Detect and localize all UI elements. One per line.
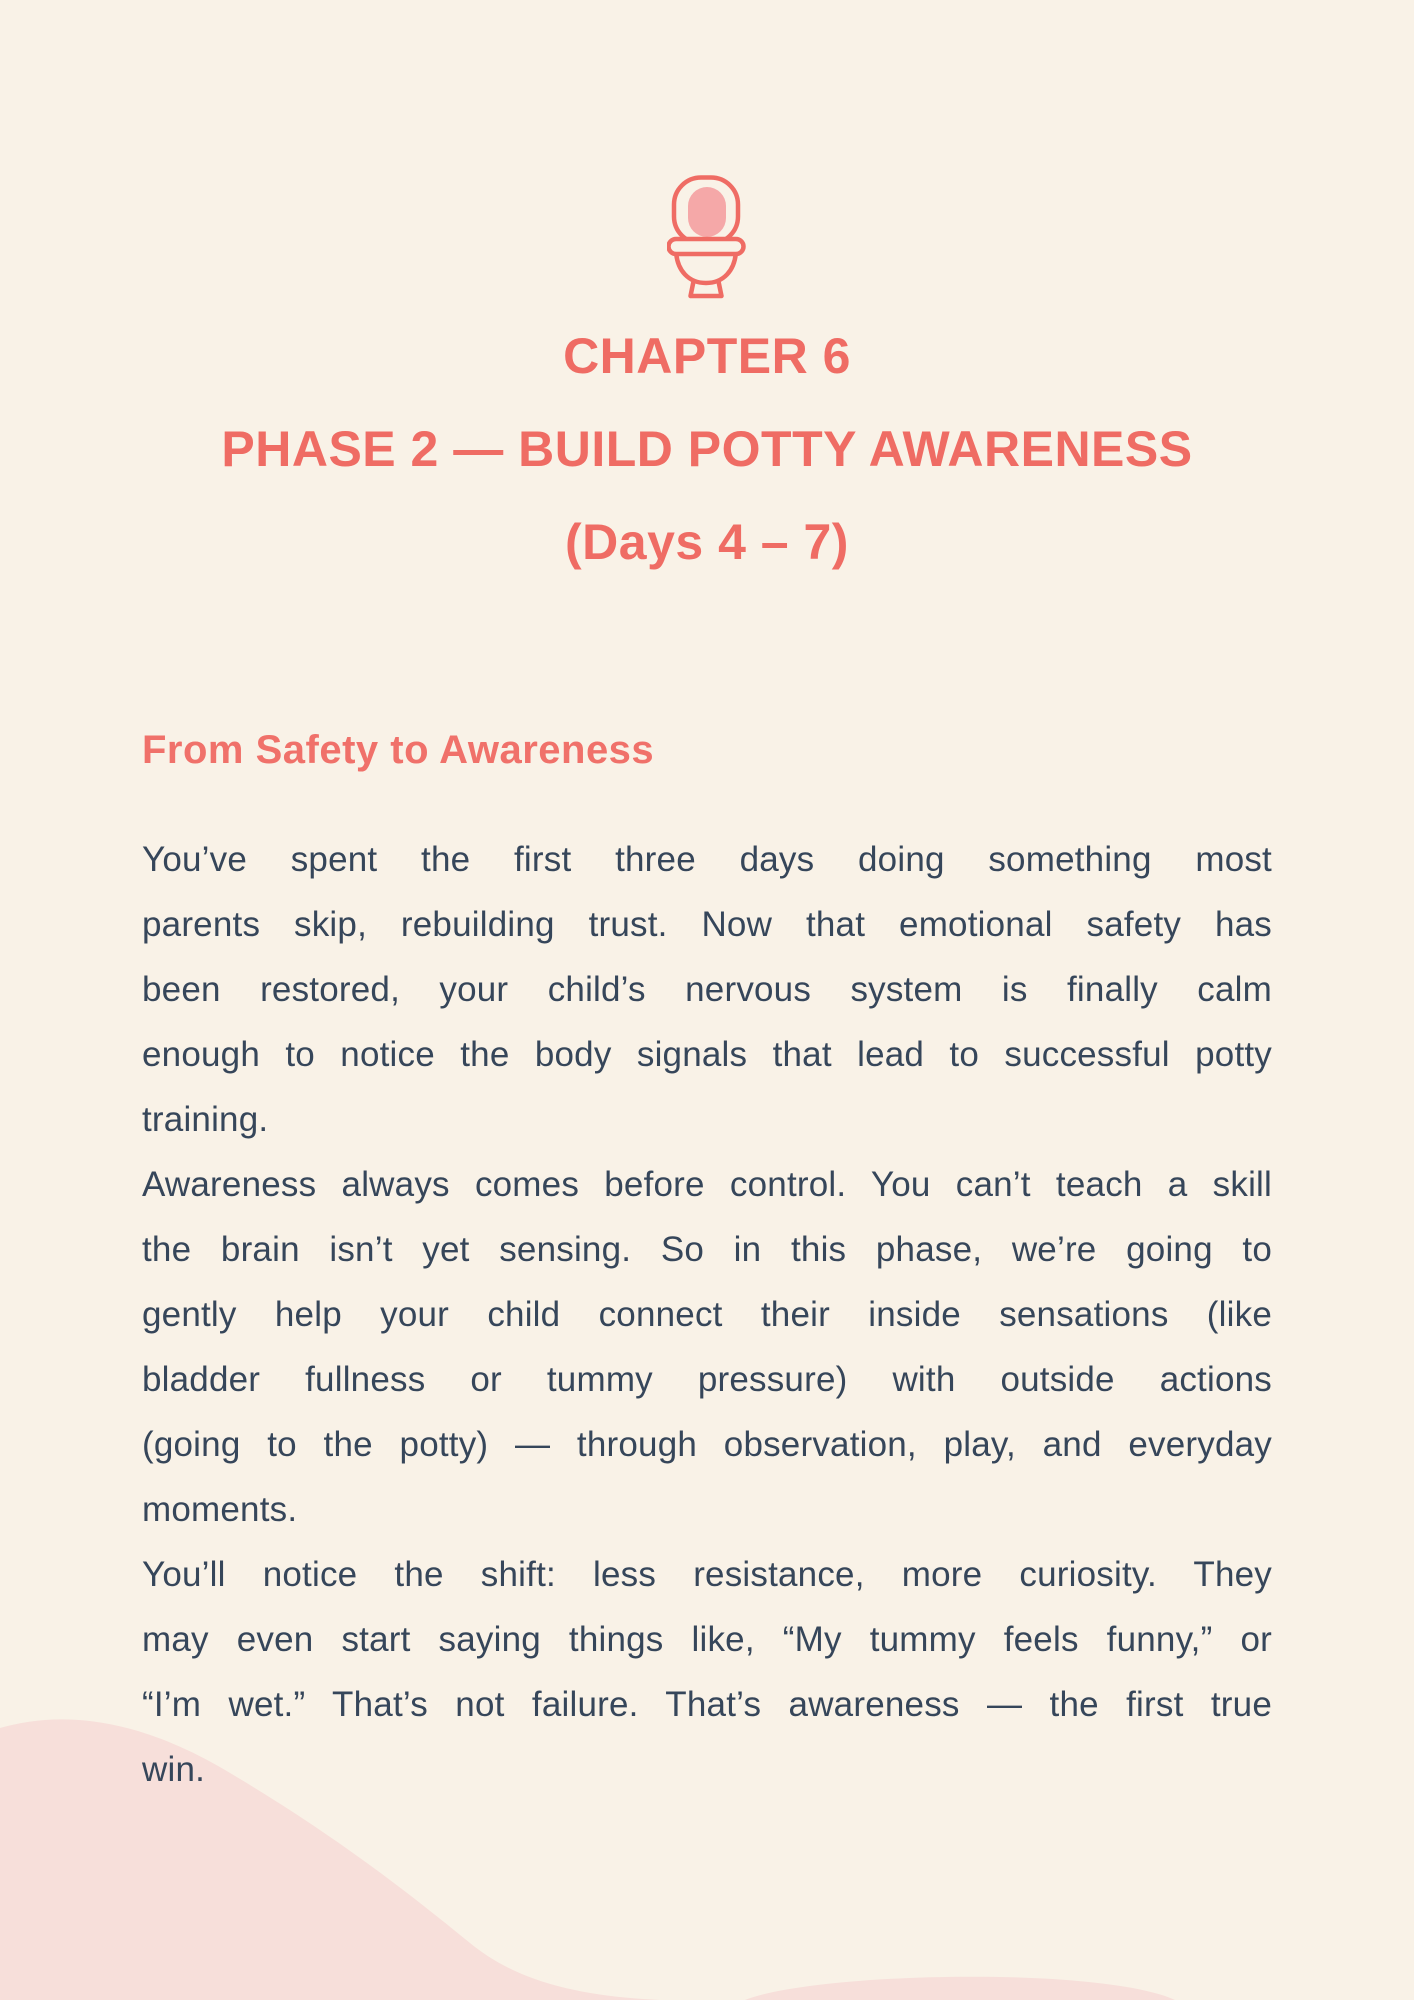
blob-bottom-bump-shape xyxy=(745,1977,1175,2000)
paragraph-2 xyxy=(142,1152,1272,1542)
body-text xyxy=(142,827,1272,1802)
text-line: may even start saying things like, “My tummy feels funny,” or xyxy=(142,1620,1272,1659)
text-line: enough to notice the body signals that lead to successful potty xyxy=(142,1035,1272,1074)
chapter-heading xyxy=(0,310,1414,589)
toilet-icon xyxy=(667,175,747,301)
chapter-icon-row xyxy=(0,0,1414,301)
text-line: the brain isn’t yet sensing. So in this phase, we’re going to xyxy=(142,1230,1272,1269)
text-line: win. xyxy=(142,1750,206,1789)
text-line: You’ll notice the shift: less resistance, more curiosity. They xyxy=(142,1555,1272,1594)
text-line: parents skip, rebuilding trust. Now that emotional safety has xyxy=(142,905,1272,944)
chapter-number: CHAPTER 6 xyxy=(563,328,851,384)
text-line: You’ve spent the first three days doing something most xyxy=(142,840,1272,879)
text-line: training. xyxy=(142,1100,269,1139)
chapter-title: PHASE 2 — BUILD POTTY AWARENESS xyxy=(221,421,1193,477)
paragraph-1 xyxy=(142,827,1272,1152)
text-line: been restored, your child’s nervous system is finally calm xyxy=(142,970,1272,1009)
section-heading: From Safety to Awareness xyxy=(142,728,655,772)
text-line: bladder fullness or tummy pressure) with outside actions xyxy=(142,1360,1272,1399)
text-line: moments. xyxy=(142,1490,298,1529)
text-line: Awareness always comes before control. You can’t teach a skill xyxy=(142,1165,1272,1204)
paragraph-3 xyxy=(142,1542,1272,1802)
text-line: gently help your child connect their inside sensations (like xyxy=(142,1295,1272,1334)
text-line: “I’m wet.” That’s not failure. That’s awareness — the first true xyxy=(142,1685,1272,1724)
chapter-days: (Days 4 – 7) xyxy=(565,514,849,570)
toilet-seat-fill xyxy=(688,187,726,237)
toilet-rim xyxy=(669,239,744,254)
text-line: (going to the potty) — through observation, play, and everyday xyxy=(142,1425,1272,1464)
